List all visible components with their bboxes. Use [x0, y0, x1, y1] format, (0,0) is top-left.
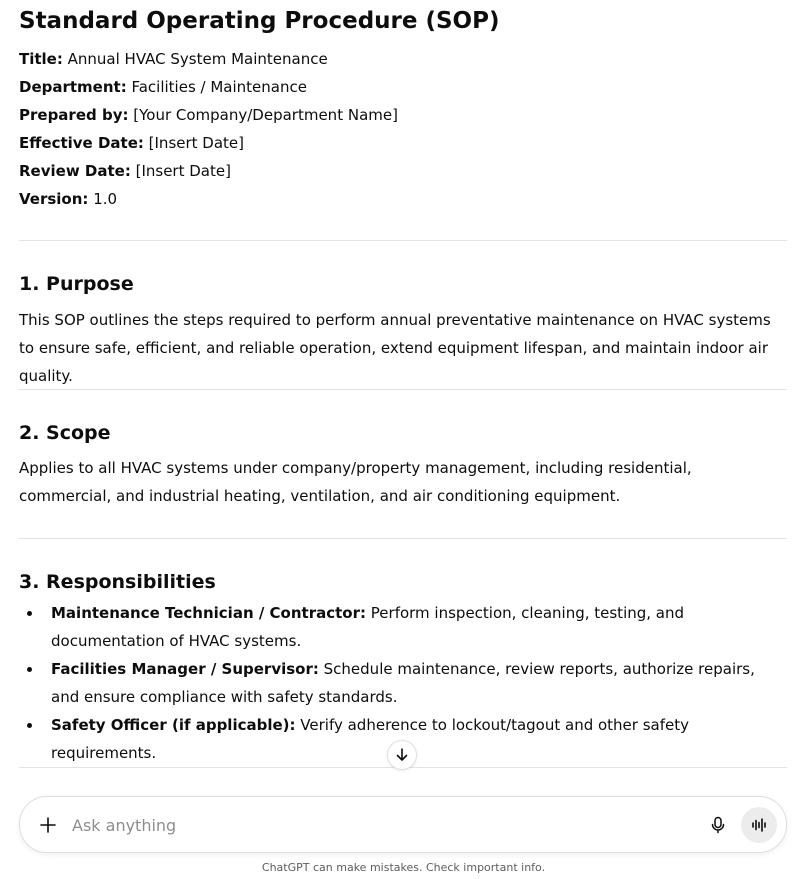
role-description: Perform inspection, cleaning, testing, and documentation of HVAC systems. [51, 604, 685, 650]
meta-value: [Your Company/Department Name] [133, 106, 398, 124]
scroll-to-bottom-button[interactable] [387, 740, 417, 770]
microphone-icon [709, 816, 727, 834]
meta-label: Prepared by: [19, 106, 129, 124]
meta-title [19, 45, 398, 73]
meta-label: Version: [19, 190, 89, 208]
meta-review-date [19, 157, 398, 185]
meta-value: [Insert Date] [148, 134, 245, 152]
meta-department [19, 73, 398, 101]
scope-body: Applies to all HVAC systems under company/property management, including residential, commercial, and industrial heating, ventilation, and air conditioning equipment. [19, 459, 692, 505]
document-title: Standard Operating Procedure (SOP) [19, 8, 500, 34]
meta-version [19, 185, 398, 213]
meta-label: Department: [19, 78, 127, 96]
responsibilities-heading: 3. Responsibilities [19, 571, 216, 593]
voice-waveform-icon [750, 816, 768, 834]
meta-label: Effective Date: [19, 134, 144, 152]
voice-mode-button[interactable] [741, 807, 777, 843]
meta-value: Facilities / Maintenance [131, 78, 307, 96]
plus-icon [39, 816, 57, 834]
list-item [51, 599, 787, 655]
purpose-heading: 1. Purpose [19, 273, 134, 295]
role-label: Safety Officer (if applicable): [51, 716, 296, 734]
prompt-input[interactable] [72, 811, 632, 839]
role-label: Facilities Manager / Supervisor: [51, 660, 319, 678]
scope-heading: 2. Scope [19, 422, 111, 444]
meta-value: Annual HVAC System Maintenance [67, 50, 328, 68]
meta-label: Title: [19, 50, 63, 68]
purpose-body: This SOP outlines the steps required to perform annual preventative maintenance on HVAC systems to ensure safe, efficient, and reliable operation, extend equipment lifespan, and maintain indoor air quality. [19, 311, 771, 385]
role-description: Verify adherence to lockout/tagout and other safety requirements. [51, 716, 689, 762]
section-divider [19, 389, 787, 390]
meta-label: Review Date: [19, 162, 131, 180]
meta-prepared-by [19, 101, 398, 129]
meta-value: [Insert Date] [135, 162, 231, 180]
add-attachment-button[interactable] [36, 813, 60, 837]
section-divider [19, 538, 787, 539]
meta-value: 1.0 [93, 190, 118, 208]
dictate-button[interactable] [706, 813, 730, 837]
document-metadata [19, 45, 398, 213]
disclaimer-text: ChatGPT can make mistakes. Check important info. [261, 861, 546, 874]
role-description: Schedule maintenance, review reports, authorize repairs, and ensure compliance with safety standards. [51, 660, 755, 706]
arrow-down-icon [394, 747, 410, 763]
role-label: Maintenance Technician / Contractor: [51, 604, 366, 622]
list-item [51, 711, 787, 767]
chat-composer [19, 796, 787, 853]
section-divider [19, 240, 787, 241]
meta-effective-date [19, 129, 398, 157]
list-item [51, 655, 787, 711]
